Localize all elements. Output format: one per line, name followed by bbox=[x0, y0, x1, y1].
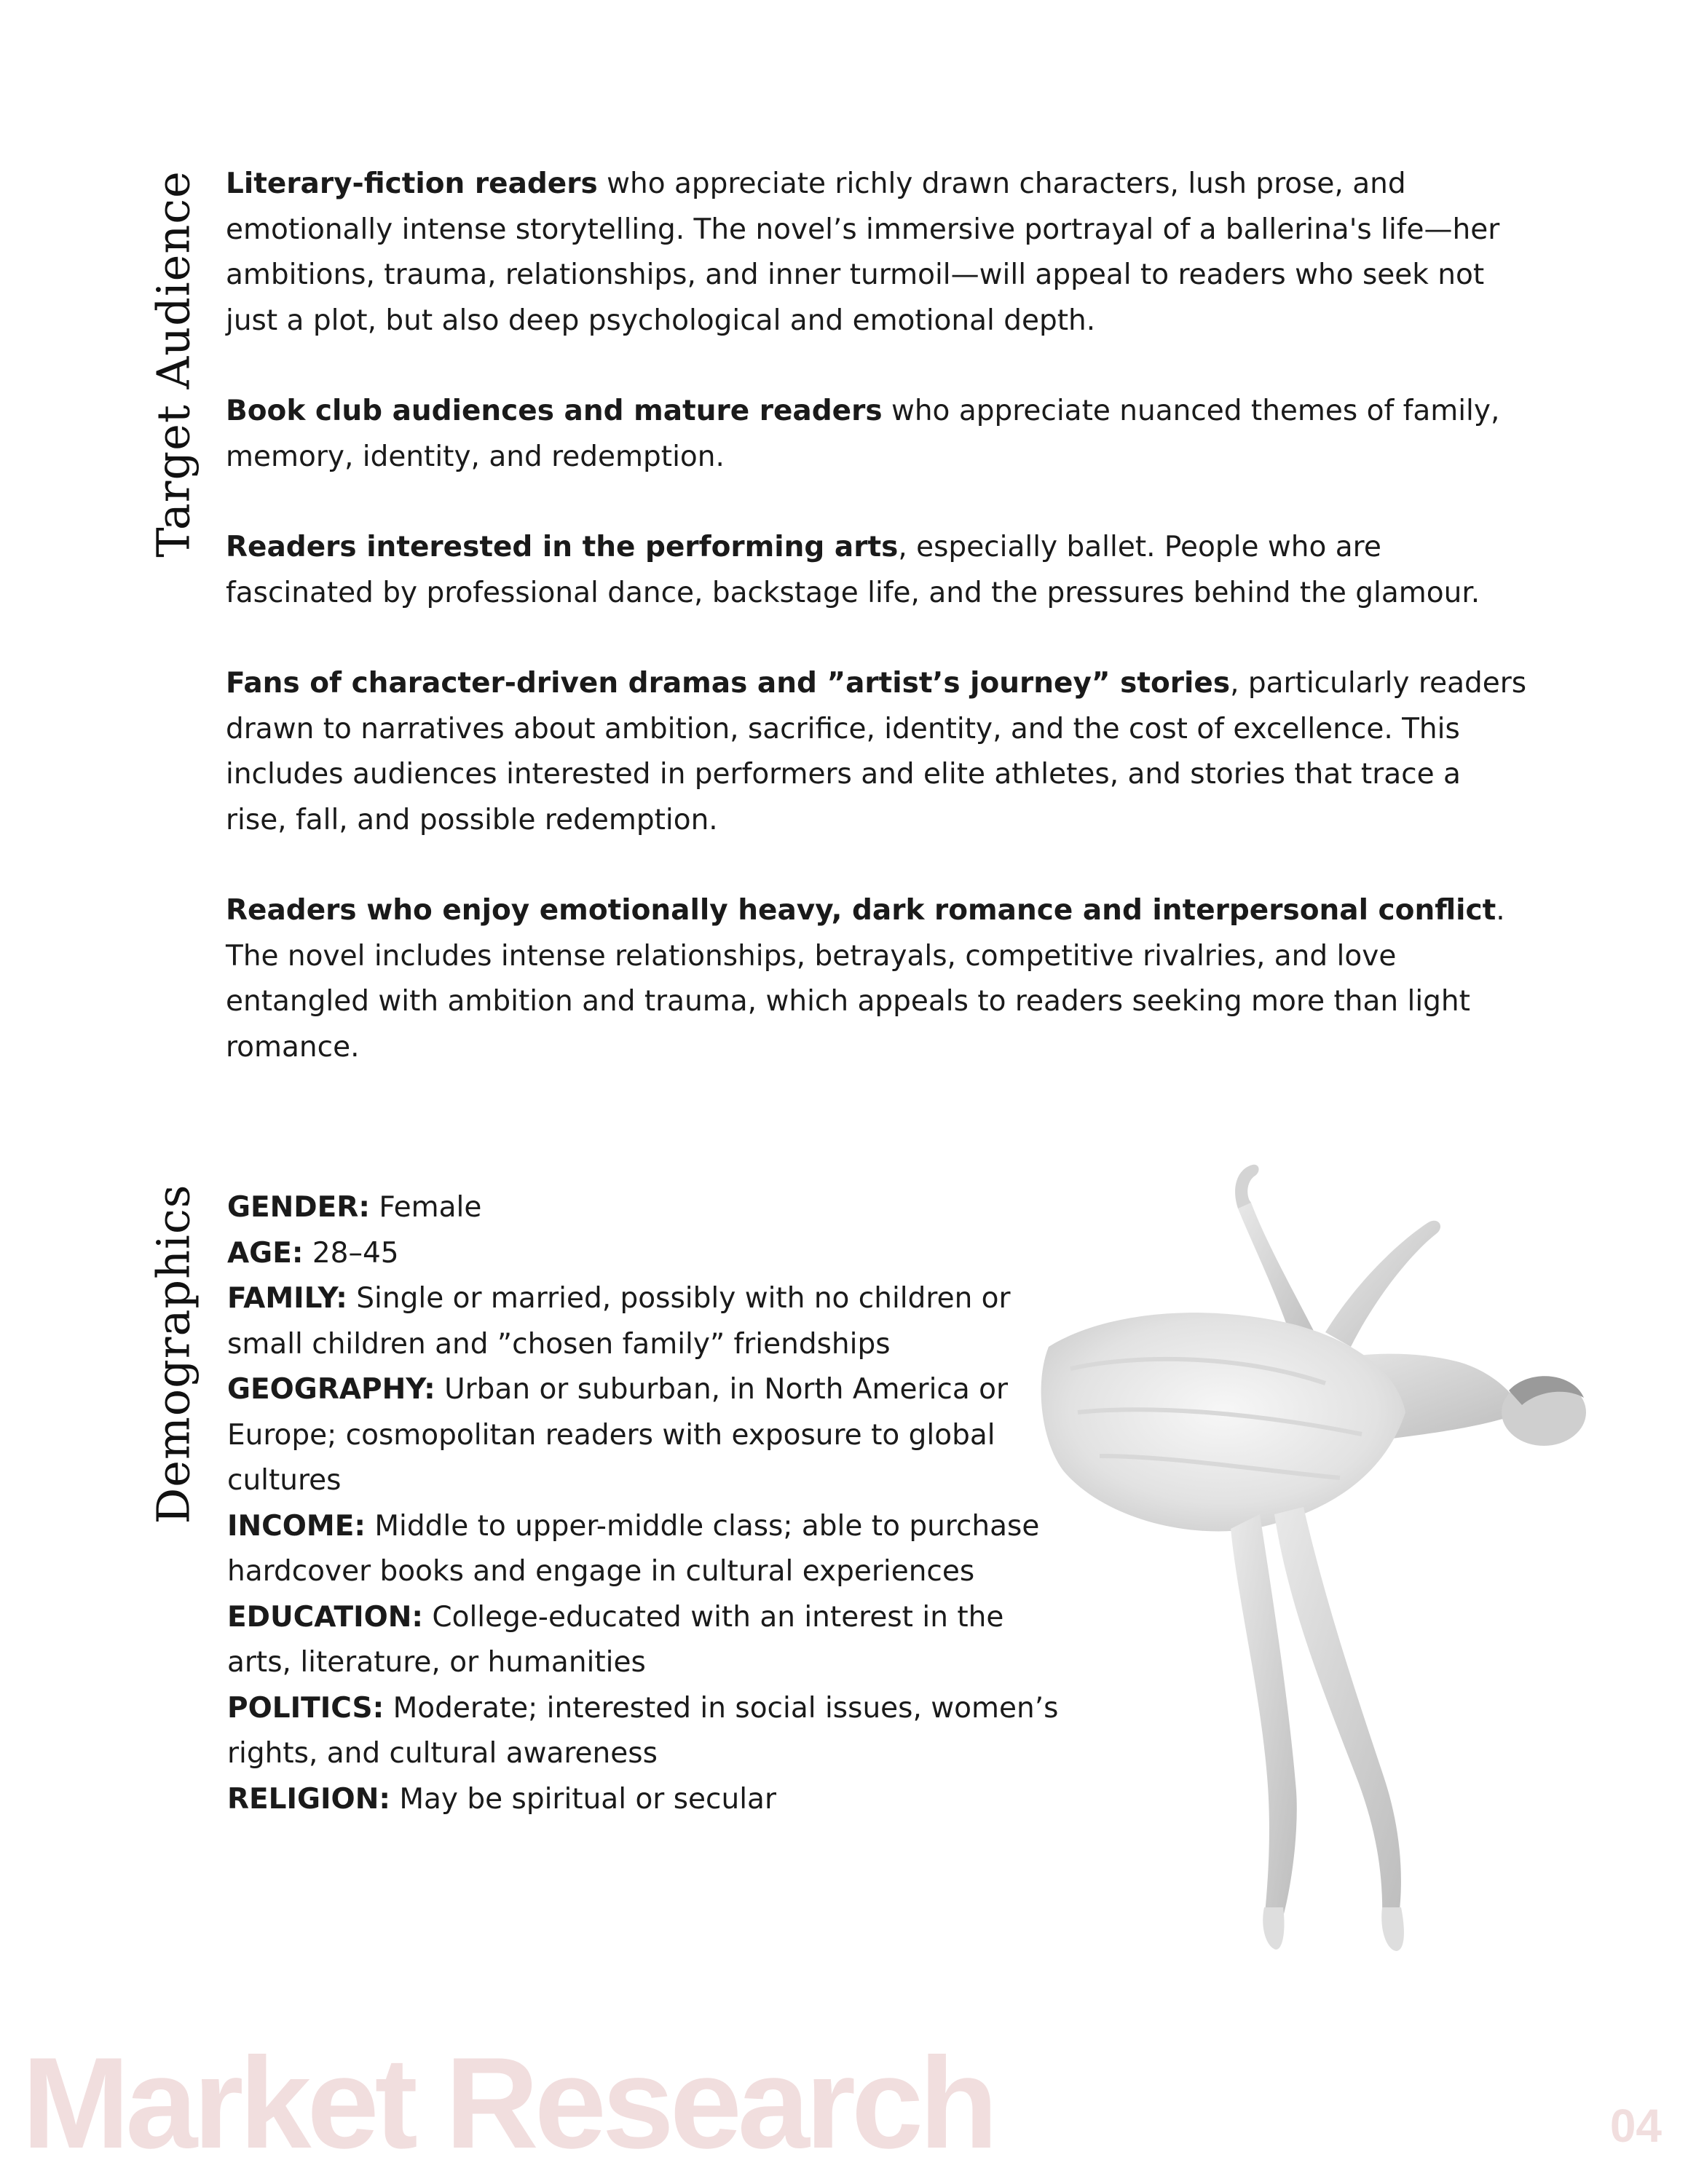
demographic-value: College-educated with an interest in the arts, literature, or humanities bbox=[227, 1600, 1004, 1679]
audience-paragraph bbox=[226, 389, 1529, 480]
demographic-value: May be spiritual or secular bbox=[390, 1782, 776, 1816]
demographic-value: Single or married, possibly with no children or small children and ”chosen family” friendships bbox=[227, 1282, 1011, 1361]
demographic-education bbox=[227, 1595, 1065, 1686]
audience-text: , especially ballet. People who are fascinated by professional dance, backstage life, and the pressures behind the glamour. bbox=[226, 531, 1480, 609]
demographic-label: GEOGRAPHY: bbox=[227, 1373, 435, 1406]
demographic-value: Urban or suburban, in North America or Europe; cosmopolitan readers with exposure to global cultures bbox=[227, 1373, 1009, 1497]
audience-text: , particularly readers drawn to narratives about ambition, sacrifice, identity, and the cost of excellence. This includes audiences interested in performers and elite athletes, and stories that trace a rise, fall, and possible redemption. bbox=[226, 667, 1527, 836]
demographics-list bbox=[227, 1185, 1065, 1822]
demographic-value: Female bbox=[369, 1191, 482, 1224]
demographic-label: FAMILY: bbox=[227, 1282, 347, 1315]
demographic-label: INCOME: bbox=[227, 1509, 366, 1543]
audience-bold: Readers who enjoy emotionally heavy, dark romance and interpersonal conflict bbox=[226, 894, 1496, 927]
demographic-geography bbox=[227, 1367, 1065, 1504]
audience-text: who appreciate richly drawn characters, lush prose, and emotionally intense storytelling. The novel’s immersive portrayal of a ballerina's life—her ambitions, trauma, relationships, and inner turmoil—will appeal to readers who seek not just a plot, but also deep psychological and emotional depth. bbox=[226, 167, 1500, 337]
audience-bold: Book club audiences and mature readers bbox=[226, 395, 883, 427]
page-number: 04 bbox=[1609, 2100, 1662, 2152]
demographic-age bbox=[227, 1231, 1065, 1277]
audience-paragraph bbox=[226, 525, 1529, 616]
demographic-label: EDUCATION: bbox=[227, 1600, 423, 1634]
target-audience-heading: Target Audience bbox=[146, 170, 200, 558]
audience-bold: Fans of character-driven dramas and ”artist’s journey” stories bbox=[226, 667, 1231, 700]
demographic-value: Moderate; interested in social issues, women’s rights, and cultural awareness bbox=[227, 1691, 1059, 1770]
audience-paragraph bbox=[226, 888, 1529, 1070]
demographic-label: RELIGION: bbox=[227, 1782, 390, 1816]
demographic-label: POLITICS: bbox=[227, 1691, 384, 1725]
audience-text: who appreciate nuanced themes of family, memory, identity, and redemption. bbox=[226, 395, 1500, 473]
demographic-label: GENDER: bbox=[227, 1191, 370, 1224]
audience-text: . The novel includes intense relationships, betrayals, competitive rivalries, and love entangled with ambition and trauma, which appeals to readers seeking more than light romance. bbox=[226, 894, 1505, 1064]
demographic-politics bbox=[227, 1686, 1065, 1777]
audience-bold: Literary-fiction readers bbox=[226, 167, 598, 200]
audience-paragraph bbox=[226, 661, 1529, 843]
footer-title: Market Research bbox=[22, 2030, 994, 2175]
demographics-heading: Demographics bbox=[146, 1184, 200, 1524]
demographic-family bbox=[227, 1276, 1065, 1367]
demographic-value: 28–45 bbox=[303, 1236, 399, 1270]
demographic-gender bbox=[227, 1185, 1065, 1231]
demographic-income bbox=[227, 1504, 1065, 1595]
demographic-religion bbox=[227, 1777, 1065, 1823]
ballerina-icon bbox=[1019, 1136, 1660, 1958]
target-audience-list bbox=[226, 162, 1529, 1115]
ballerina-illustration bbox=[1019, 1136, 1660, 1958]
demographic-value: Middle to upper-middle class; able to purchase hardcover books and engage in cultural experiences bbox=[227, 1509, 1040, 1588]
audience-bold: Readers interested in the performing arts bbox=[226, 531, 899, 563]
demographic-label: AGE: bbox=[227, 1236, 304, 1270]
audience-paragraph bbox=[226, 162, 1529, 344]
